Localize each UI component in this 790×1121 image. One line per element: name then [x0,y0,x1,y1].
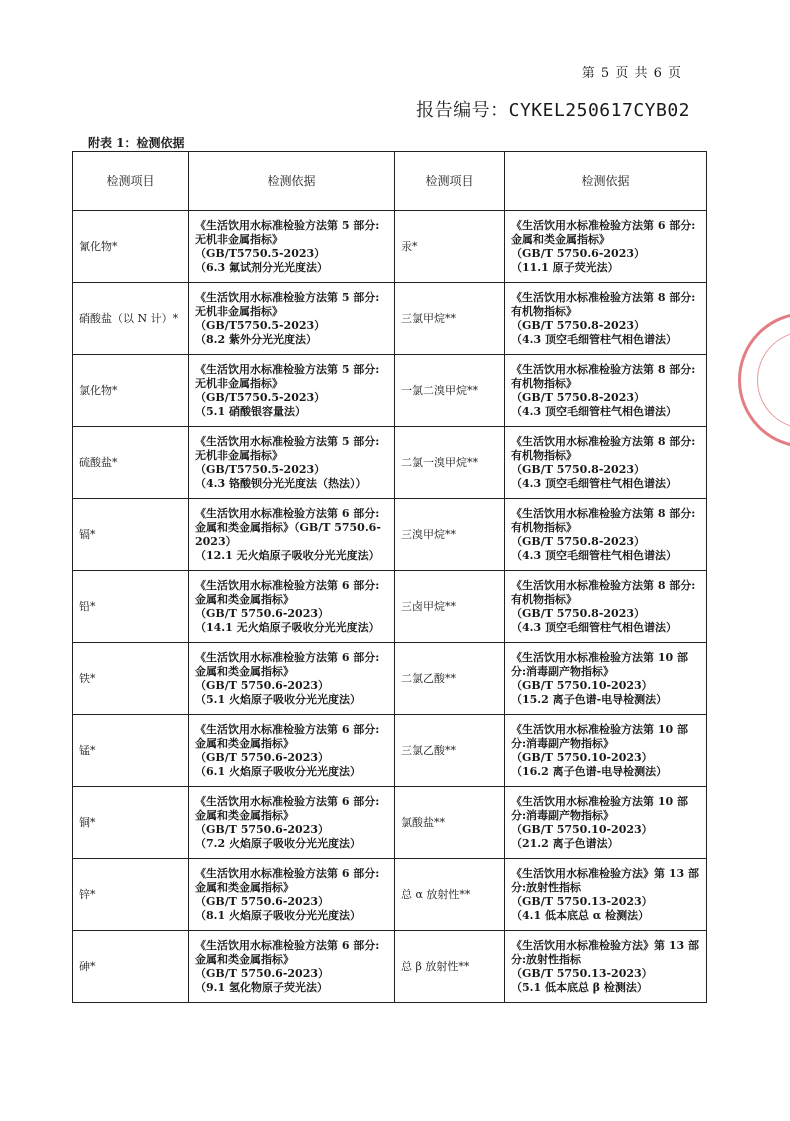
detection-basis-table [72,151,707,1003]
item-right-cell: 一氯二溴甲烷** [395,355,505,427]
basis-left-cell: 《生活饮用水标准检验方法第 6 部分:金属和类金属指标》 （GB/T 5750.6-2023） （6.1 火焰原子吸收分光光度法） [189,715,395,787]
basis-right-cell: 《生活饮用水标准检验方法第 10 部分:消毒副产物指标》 （GB/T 5750.10-2023） （21.2 离子色谱法） [505,787,707,859]
basis-right-cell: 《生活饮用水标准检验方法第 6 部分:金属和类金属指标》 （GB/T 5750.6-2023） （11.1 原子荧光法） [505,211,707,283]
seal-inner-ring [757,331,790,429]
basis-right-cell: 《生活饮用水标准检验方法第 8 部分:有机物指标》 （GB/T 5750.8-2023） （4.3 顶空毛细管柱气相色谱法） [505,355,707,427]
item-left-cell: 铁* [73,643,189,715]
basis-left-cell: 《生活饮用水标准检验方法第 6 部分:金属和类金属指标》 （GB/T 5750.6-2023） （5.1 火焰原子吸收分光光度法） [189,643,395,715]
table-row [73,427,707,499]
item-left-cell: 硫酸盐* [73,427,189,499]
table-row [73,715,707,787]
item-right-cell: 氯酸盐** [395,787,505,859]
table-row [73,643,707,715]
basis-right-cell: 《生活饮用水标准检验方法》第 13 部分:放射性指标 （GB/T 5750.13-2023） （4.1 低本底总 α 检测法） [505,859,707,931]
item-right-cell: 二氯一溴甲烷** [395,427,505,499]
table-header-row [73,152,707,211]
basis-right-cell: 《生活饮用水标准检验方法第 8 部分:有机物指标》 （GB/T 5750.8-2023） （4.3 顶空毛细管柱气相色谱法） [505,499,707,571]
item-right-cell: 总 β 放射性** [395,931,505,1003]
basis-left-cell: 《生活饮用水标准检验方法第 6 部分:金属和类金属指标》 （GB/T 5750.6-2023） （7.2 火焰原子吸收分光光度法） [189,787,395,859]
item-right-cell: 汞* [395,211,505,283]
table-row [73,283,707,355]
table-caption: 附表 1：检测依据 [88,136,185,150]
item-left-cell: 砷* [73,931,189,1003]
page-number: 第 5 页 共 6 页 [581,66,682,81]
basis-right-cell: 《生活饮用水标准检验方法第 10 部分:消毒副产物指标》 （GB/T 5750.10-2023） （15.2 离子色谱-电导检测法） [505,643,707,715]
item-right-cell: 三溴甲烷** [395,499,505,571]
basis-right-cell: 《生活饮用水标准检验方法第 10 部分:消毒副产物指标》 （GB/T 5750.10-2023） （16.2 离子色谱-电导检测法） [505,715,707,787]
header-basis-right: 检测依据 [505,152,707,211]
item-right-cell: 三氯甲烷** [395,283,505,355]
basis-left-cell: 《生活饮用水标准检验方法第 6 部分:金属和类金属指标》 （GB/T 5750.6-2023） （9.1 氢化物原子荧光法） [189,931,395,1003]
basis-left-cell: 《生活饮用水标准检验方法第 5 部分:无机非金属指标》 （GB/T5750.5-2023） （5.1 硝酸银容量法） [189,355,395,427]
item-left-cell: 氰化物* [73,211,189,283]
header-item-right: 检测项目 [395,152,505,211]
basis-left-cell: 《生活饮用水标准检验方法第 5 部分:无机非金属指标》 （GB/T5750.5-2023） （8.2 紫外分光光度法） [189,283,395,355]
item-left-cell: 铅* [73,571,189,643]
table-row [73,355,707,427]
item-right-cell: 三氯乙酸** [395,715,505,787]
basis-right-cell: 《生活饮用水标准检验方法第 8 部分:有机物指标》 （GB/T 5750.8-2023） （4.3 顶空毛细管柱气相色谱法） [505,427,707,499]
header-item-left: 检测项目 [73,152,189,211]
item-left-cell: 氯化物* [73,355,189,427]
basis-left-cell: 《生活饮用水标准检验方法第 5 部分:无机非金属指标》 （GB/T5750.5-2023） （4.3 铬酸钡分光光度法（热法）） [189,427,395,499]
table-row [73,499,707,571]
basis-left-cell: 《生活饮用水标准检验方法第 6 部分:金属和类金属指标》（GB/T 5750.6-2023） （12.1 无火焰原子吸收分光光度法） [189,499,395,571]
header-basis-left: 检测依据 [189,152,395,211]
basis-left-cell: 《生活饮用水标准检验方法第 6 部分:金属和类金属指标》 （GB/T 5750.6-2023） （14.1 无火焰原子吸收分光光度法） [189,571,395,643]
item-left-cell: 铜* [73,787,189,859]
basis-left-cell: 《生活饮用水标准检验方法第 6 部分:金属和类金属指标》 （GB/T 5750.6-2023） （8.1 火焰原子吸收分光光度法） [189,859,395,931]
basis-left-cell: 《生活饮用水标准检验方法第 5 部分:无机非金属指标》 （GB/T5750.5-2023） （6.3 氟试剂分光光度法） [189,211,395,283]
red-seal-stamp [738,312,790,448]
basis-right-cell: 《生活饮用水标准检验方法第 8 部分:有机物指标》 （GB/T 5750.8-2023） （4.3 顶空毛细管柱气相色谱法） [505,571,707,643]
basis-right-cell: 《生活饮用水标准检验方法》第 13 部分:放射性指标 （GB/T 5750.13-2023） （5.1 低本底总 β 检测法） [505,931,707,1003]
table-row [73,931,707,1003]
table-row [73,787,707,859]
item-right-cell: 三卤甲烷** [395,571,505,643]
item-left-cell: 硝酸盐（以 N 计）* [73,283,189,355]
table-row [73,571,707,643]
basis-right-cell: 《生活饮用水标准检验方法第 8 部分:有机物指标》 （GB/T 5750.8-2023） （4.3 顶空毛细管柱气相色谱法） [505,283,707,355]
report-number: 报告编号：CYKEL250617CYB02 [416,100,690,121]
item-left-cell: 镉* [73,499,189,571]
table-row [73,859,707,931]
table-row [73,211,707,283]
item-left-cell: 锌* [73,859,189,931]
item-right-cell: 二氯乙酸** [395,643,505,715]
item-right-cell: 总 α 放射性** [395,859,505,931]
item-left-cell: 锰* [73,715,189,787]
